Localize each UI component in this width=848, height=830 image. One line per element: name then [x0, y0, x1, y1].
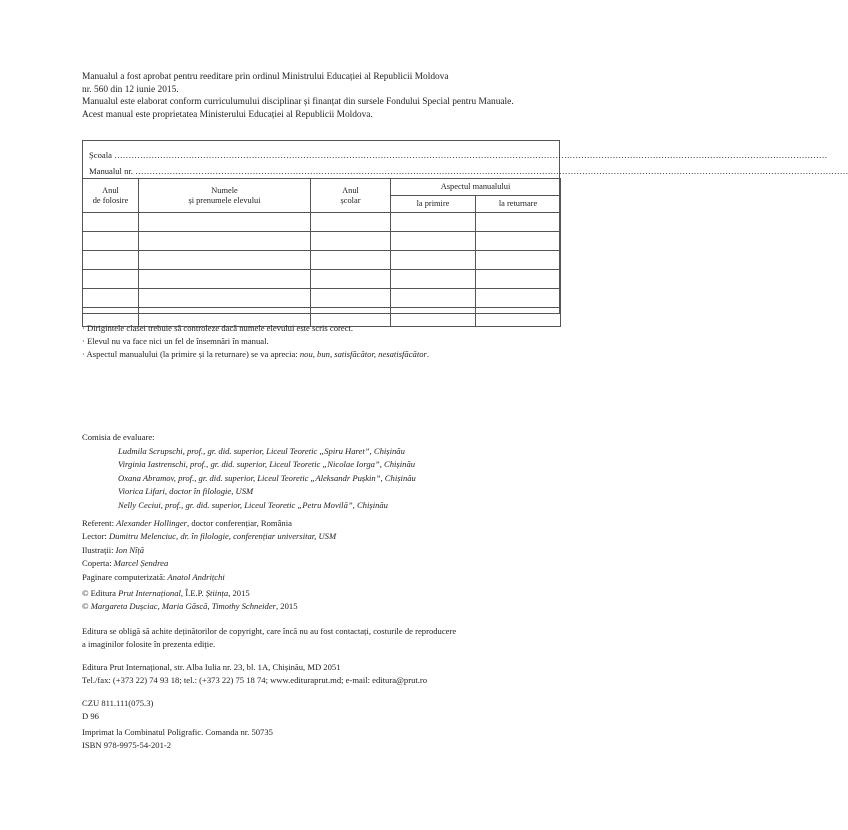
- rights-notice: [82, 625, 456, 652]
- lector-line: [82, 530, 336, 543]
- approval-line-3: Manualul este elaborat conform curriculumului disciplinar și finanțat din sursele Fondului Special pentru Manuale.: [82, 97, 514, 108]
- header-returned: la returnare: [476, 196, 561, 213]
- rights-line-2: a imaginilor folosite în prezenta ediție.: [82, 639, 216, 650]
- cover-designer-name: Marcel Șendrea: [113, 558, 169, 569]
- printer-line: Imprimat la Combinatul Poligrafic. Comanda nr. 50735: [82, 727, 273, 737]
- header-aspect: Aspectul manualului: [391, 179, 561, 196]
- copyright-year: , 2015: [228, 588, 250, 598]
- commission-member: Viorica Lifari, doctor în filologie, USM: [118, 486, 254, 497]
- commission-member: Ludmila Scrupschi, prof., gr. did. superior, Liceul Teoretic „Spiru Haret”, Chișinău: [118, 445, 405, 456]
- school-line: [89, 150, 828, 160]
- authors-year: , 2015: [276, 601, 298, 612]
- copyright-mid: , Î.E.P.: [180, 588, 206, 598]
- layout-label: Paginare computerizată:: [82, 571, 168, 582]
- note-3-prefix: · Aspectul manualului (la primire și la returnare) se va aprecia:: [82, 349, 300, 360]
- header-school-year-label: Anul: [342, 185, 359, 195]
- header-student-name: [139, 179, 311, 213]
- referent-title: , doctor conferențiar, România: [187, 518, 292, 528]
- header-name-sublabel: și prenumele elevului: [188, 195, 261, 205]
- copublisher-name: Știința: [205, 588, 229, 598]
- commission-member: Nelly Ceciui, prof., gr. did. superior, Liceul Teoretic „Petru Movilă”, Chișinău: [118, 499, 388, 510]
- cover-line: [82, 557, 336, 570]
- commission-member: Oxana Abramov, prof., gr. did. superior, Liceul Teoretic „Aleksandr Pușkin”, Chișinău: [118, 472, 416, 483]
- note-3: [82, 348, 429, 361]
- manual-number-label: Manualul nr.: [89, 166, 133, 176]
- contact-line: Tel./fax: (+373 22) 74 93 18; tel.: (+373 22) 75 18 74; www.edituraprut.md; e-mail: editura@prut.ro: [82, 675, 428, 686]
- referent-line: [82, 517, 336, 530]
- approval-line-1: Manualul a fost aprobat pentru reeditare prin ordinul Ministrului Educației al Republicii Moldova: [82, 72, 449, 82]
- cover-label: Coperta:: [82, 558, 114, 569]
- approval-line-2: nr. 560 din 12 iunie 2015.: [82, 84, 179, 95]
- authors-names: Margareta Dușciac, Maria Găscă, Timothy Schneider: [90, 601, 276, 612]
- table-row: [83, 232, 561, 251]
- commission-member: Virginia Iastrenschi, prof., gr. did. superior, Liceul Teoretic „Nicolae Iorga”, Chișinău: [118, 459, 416, 470]
- header-school-year-sublabel: școlar: [340, 195, 361, 205]
- lector-label: Lector:: [82, 531, 109, 542]
- manual-number-dots: ……………………………………………………………………………………………………………………………………………………………………………………………………………………………: [135, 166, 848, 176]
- evaluation-commission: [82, 431, 416, 513]
- commission-title: Comisia de evaluare:: [82, 432, 155, 442]
- referent-label: Referent:: [82, 518, 117, 528]
- copyright-symbol: ©: [82, 601, 91, 612]
- copyright-block: [82, 587, 297, 614]
- table-row: [83, 289, 561, 308]
- layout-designer-name: Anatol Andrițchi: [167, 571, 225, 582]
- manual-usage-form: [82, 140, 848, 314]
- note-1: · Dirigintele clasei trebuie să controleze dacă numele elevului este scris corect.: [82, 323, 354, 333]
- usage-notes: [82, 322, 429, 362]
- header-received: la primire: [391, 196, 476, 213]
- note-3-suffix: .: [426, 349, 430, 360]
- header-year-label: Anul: [102, 185, 119, 195]
- table-row: [83, 251, 561, 270]
- header-school-year: [311, 179, 391, 213]
- rights-line-1: Editura se obligă să achite deținătorilor de copyright, care încă nu au fost contactați, costurile de reproducere: [82, 626, 457, 636]
- table-row: [83, 270, 561, 289]
- note-2: · Elevul nu va face nici un fel de însemnări în manual.: [82, 336, 269, 347]
- illustrations-line: [82, 544, 336, 557]
- lector-name: Dumitru Melenciuc, dr. în filologie, conferențiar universitar, USM: [108, 531, 337, 542]
- illustrator-name: Ion Nîță: [115, 544, 145, 555]
- illustrations-label: Ilustrații:: [82, 544, 116, 555]
- manual-number-line: [89, 166, 848, 176]
- copyright-authors: [82, 600, 297, 613]
- copyright-publisher: [82, 587, 297, 600]
- approval-line-4: Acest manual este proprietatea Ministerului Educației al Republicii Moldova.: [82, 109, 373, 120]
- address-line: Editura Prut Internațional, str. Alba Iulia nr. 23, bl. 1A, Chișinău, MD 2051: [82, 662, 341, 672]
- usage-table: [82, 178, 561, 327]
- layout-line: [82, 571, 336, 584]
- print-info: [82, 726, 273, 753]
- isbn: ISBN 978-9975-54-201-2: [82, 740, 172, 751]
- copyright-prefix: © Editura: [82, 588, 119, 598]
- note-3-ratings: nou, bun, satisfăcător, nesatisfăcător: [299, 349, 427, 360]
- approval-text: [82, 71, 562, 121]
- d-code: D 96: [82, 711, 99, 722]
- table-row: [83, 213, 561, 232]
- header-name-label: Numele: [211, 185, 238, 195]
- header-year: [83, 179, 139, 213]
- referent-name: Alexander Hollinger: [116, 518, 188, 528]
- credits: [82, 517, 336, 584]
- czu-code: CZU 811.111(075.3): [82, 698, 154, 708]
- school-dots: ……………………………………………………………………………………………………………………………………………………………………………………………………………………………: [114, 150, 828, 160]
- publisher-name: Prut Internațional: [118, 588, 181, 598]
- header-year-sublabel: de folosire: [92, 195, 129, 205]
- classification-codes: [82, 697, 153, 724]
- publisher-address: [82, 661, 427, 688]
- school-label: Școala: [89, 150, 112, 160]
